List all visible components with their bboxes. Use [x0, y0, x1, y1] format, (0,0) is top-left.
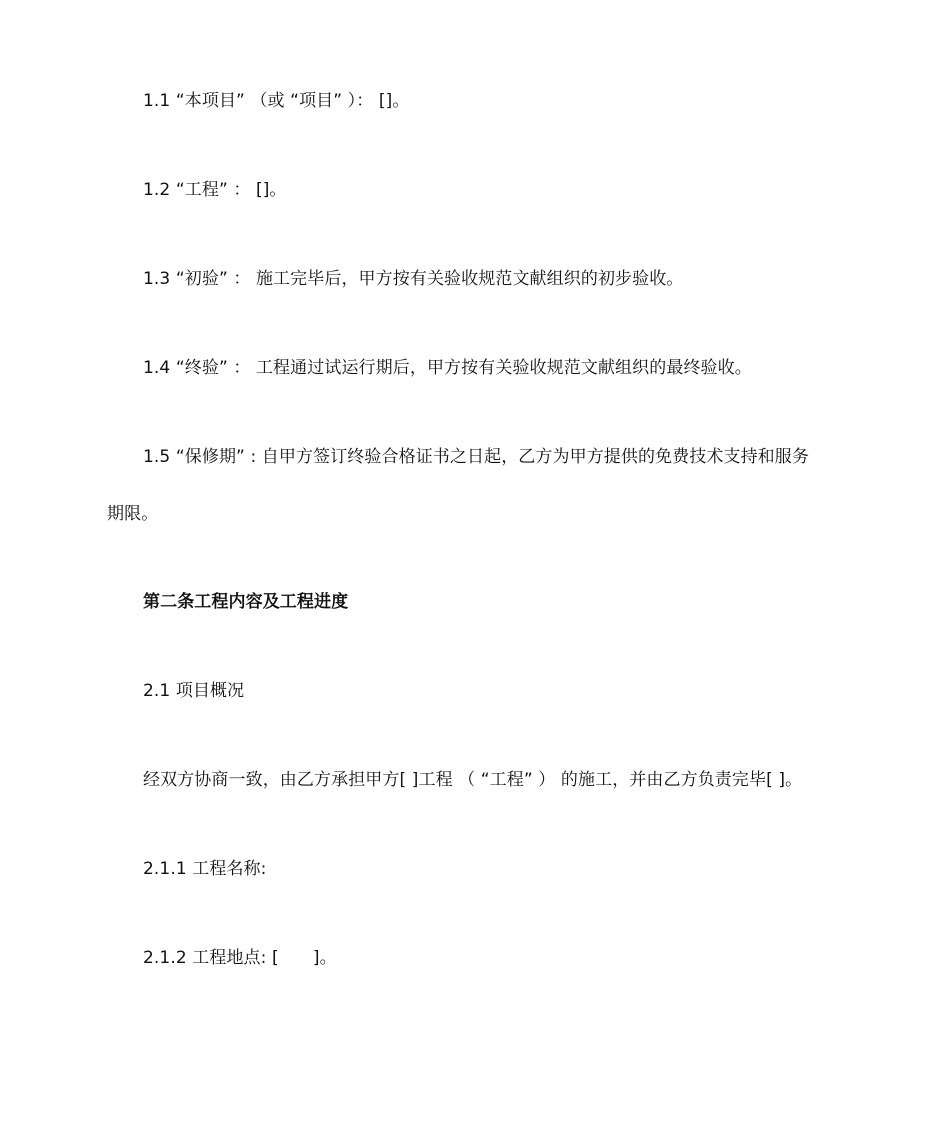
definition-1-5-continued: 期限。 — [107, 504, 159, 524]
project-name-field: 2.1.1 工程名称: — [143, 859, 267, 879]
section-heading: 第二条工程内容及工程进度 — [143, 592, 349, 612]
definition-1-3: 1.3 “初验” ： 施工完毕后，甲方按有关验收规范文献组织的初步验收。 — [143, 269, 684, 289]
subsection-heading: 2.1 项目概况 — [143, 681, 245, 701]
definition-1-4: 1.4 “终验” ： 工程通过试运行期后，甲方按有关验收规范文献组织的最终验收。 — [143, 358, 752, 378]
definition-1-5: 1.5 “保修期” : 自甲方签订终验合格证书之日起，乙方为甲方提供的免费技术支持和服务 — [143, 447, 809, 467]
project-location-field: 2.1.2 工程地点: [ ]。 — [143, 948, 337, 968]
definition-1-2: 1.2 “工程” ： []。 — [143, 180, 287, 200]
definition-1-1: 1.1 “本项目” （或 “项目” ）： []。 — [143, 91, 410, 111]
project-overview-text: 经双方协商一致，由乙方承担甲方[ ]工程 （ “工程” ） 的施工，并由乙方负责完毕[ ]。 — [143, 770, 803, 790]
